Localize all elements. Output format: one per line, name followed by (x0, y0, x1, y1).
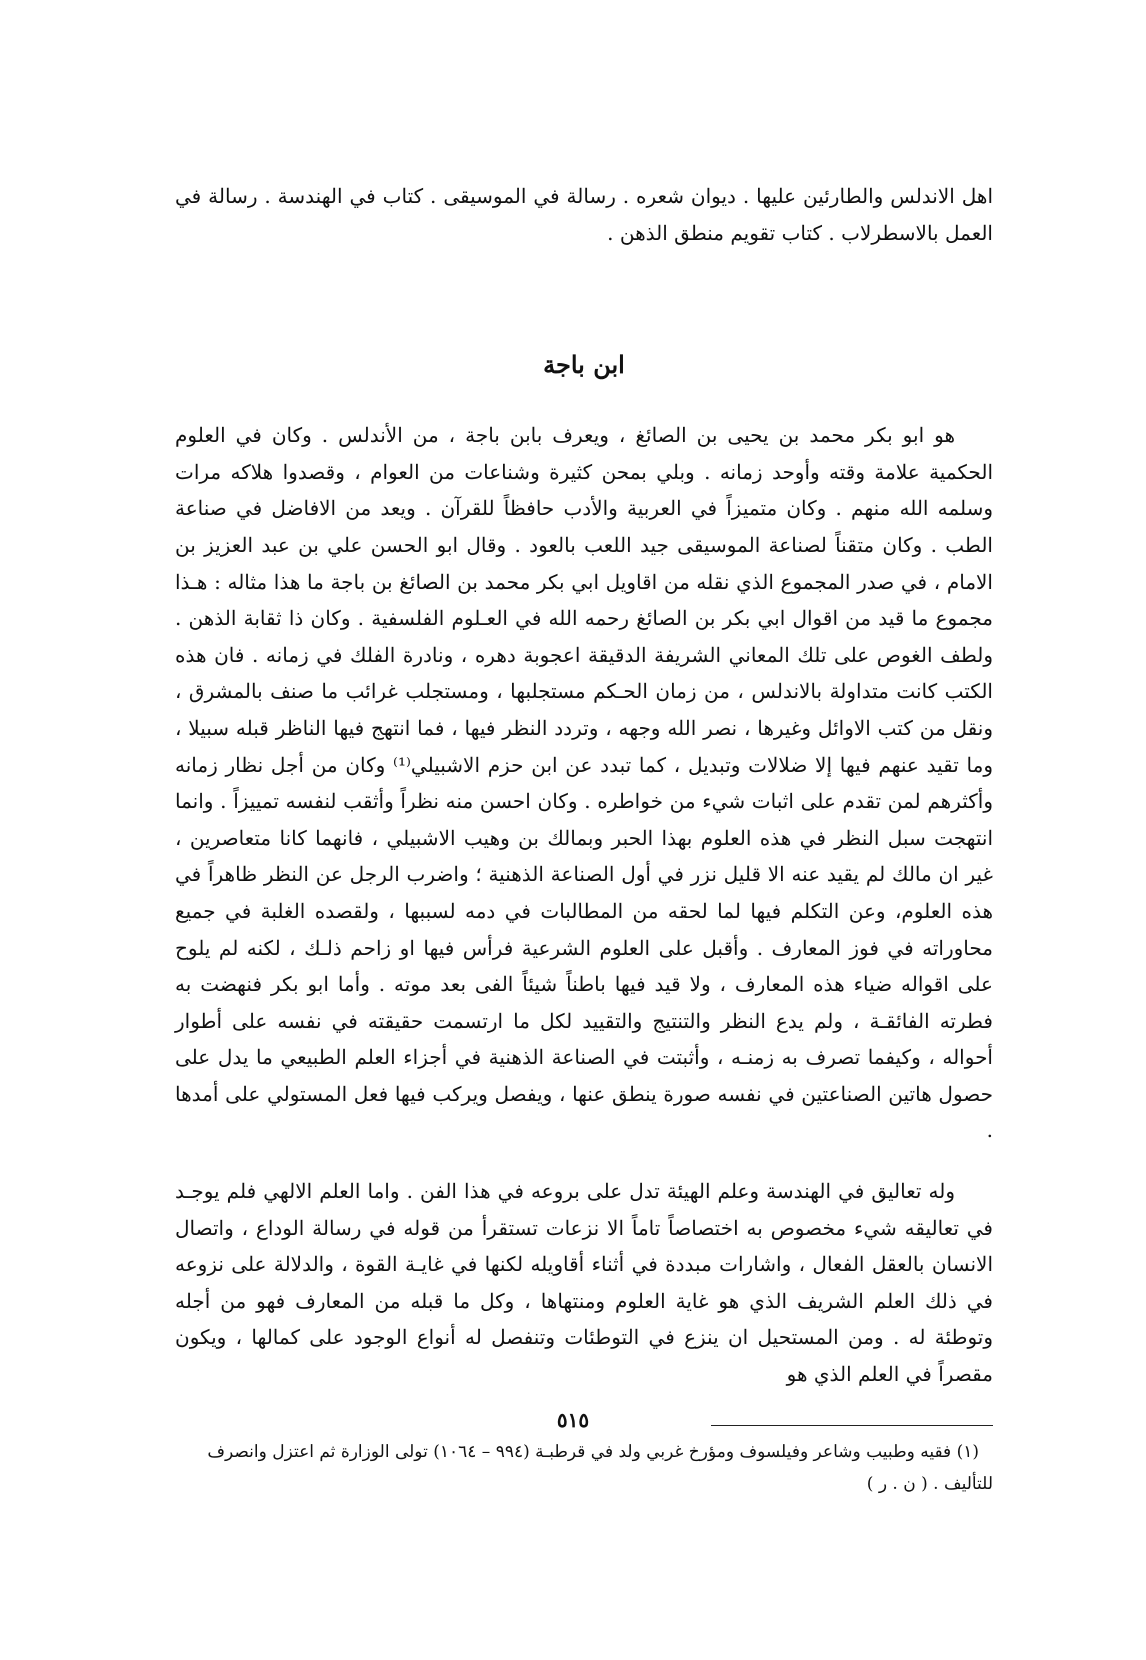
body-paragraph-1: هو ابو بكر محمد بن يحيى بن الصائغ ، ويعرف بابن باجة ، من الأندلس . وكان في العلوم الحكمية علامة وقته وأوحد زمانه . وبلي بمحن كثيرة وشناعات من العوام ، وقصدوا هلاكه مرات وسلمه الله منهم . وكان متميزاً في العربية والأدب حافظاً للقرآن . ويعد من الافاضل في صناعة الطب . وكان متقناً لصناعة الموسيقى جيد اللعب بالعود . وقال ابو الحسن علي بن عبد العزيز بن الامام ، في صدر المجموع الذي نقله من اقاويل ابي بكر محمد بن الصائغ بن باجة ما هذا مثاله : هـذا مجموع ما قيد من اقوال ابي بكر بن الصائغ رحمه الله في العـلوم الفلسفية . وكان ذا ثقابة الذهن . ولطف الغوص على تلك المعاني الشريفة الدقيقة اعجوبة دهره ، ونادرة الفلك في زمانه . فان هذه الكتب كانت متداولة بالاندلس ، من زمان الحـكم مستجلبها ، ومستجلب غرائب ما صنف بالمشرق ، ونقل من كتب الاوائل وغيرها ، نصر الله وجهه ، وتردد النظر فيها ، فما انتهج فيها الناظر قبله سبيلا ، وما تقيد عنهم فيها إلا ضلالات وتبديل ، كما تبدد عن ابن حزم الاشبيلي⁽¹⁾ وكان من أجل نظار زمانه وأكثرهم لمن تقدم على اثبات شيء من خواطره . وكان احسن منه نظراً وأثقب لنفسه تمييزاً . وانما انتهجت سبل النظر في هذه العلوم بهذا الحبر وبمالك بن وهيب الاشبيلي ، فانهما كانا متعاصرين ، غير ان مالك لم يقيد عنه الا قليل نزر في أول الصناعة الذهنية ؛ واضرب الرجل عن النظر ظاهراً في هذه العلوم، وعن التكلم فيها لما لحقه من المطالبات في دمه لسببها ، ولقصده الغلبة في جميع محاوراته في فوز المعارف . وأقبل على العلوم الشرعية فرأس فيها او زاحم ذلـك ، لكنه لم يلوح على اقواله ضياء هذه المعارف ، ولا قيد فيها باطناً شيئاً الفى بعد موته . وأما ابو بكر فنهضت به فطرته الفائقـة ، ولم يدع النظر والتنتيج والتقييد لكل ما ارتسمت حقيقته في نفسه على أطوار أحواله ، وكيفما تصرف به زمنـه ، وأثبتت في الصناعة الذهنية في أجزاء العلم الطبيعي ما يدل على حصول هاتين الصناعتين في نفسه صورة ينطق عنها ، ويفصل ويركب فيها فعل المستولي على أمدها . (175, 423, 993, 1143)
body-paragraph-2: وله تعاليق في الهندسة وعلم الهيئة تدل على بروعه في هذا الفن . واما العلم الالهي فلم يوجـد في تعاليقه شيء مخصوص به اختصاصاً تاماً الا نزعات تستقرأ من قوله في رسالة الوداع ، واتصال الانسان بالعقل الفعال ، واشارات مبددة في أثناء أقاويله لكنها في غايـة القوة ، والدلالة على نزوعه في ذلك العلم الشريف الذي هو غاية العلوم ومنتهاها ، وكل ما قبله من المعارف فهو من أجله وتوطئة له . ومن المستحيل ان ينزع في التوطئات وتنفصل له أنواع الوجود على كمالها ، ويكون مقصراً في العلم الذي هو (175, 1179, 993, 1387)
page-number: ٥١٥ (556, 1408, 590, 1432)
section-title: ابن باجة (543, 350, 625, 380)
intro-paragraph: اهل الاندلس والطارئين عليها . ديوان شعره . رسالة في الموسيقى . كتاب في الهندسة . رسالة في العمل بالاسطرلاب . كتاب تقويم منطق الذهن . (175, 184, 993, 245)
footnote: (١) فقيه وطبيب وشاعر وفيلسوف ومؤرخ غربي ولد في قرطبـة (٩٩٤ – ١٠٦٤) تولى الوزارة ثم اعتزل وانصرف للتأليف . ( ن . ر ) (207, 1441, 993, 1494)
page-content (175, 178, 993, 1500)
